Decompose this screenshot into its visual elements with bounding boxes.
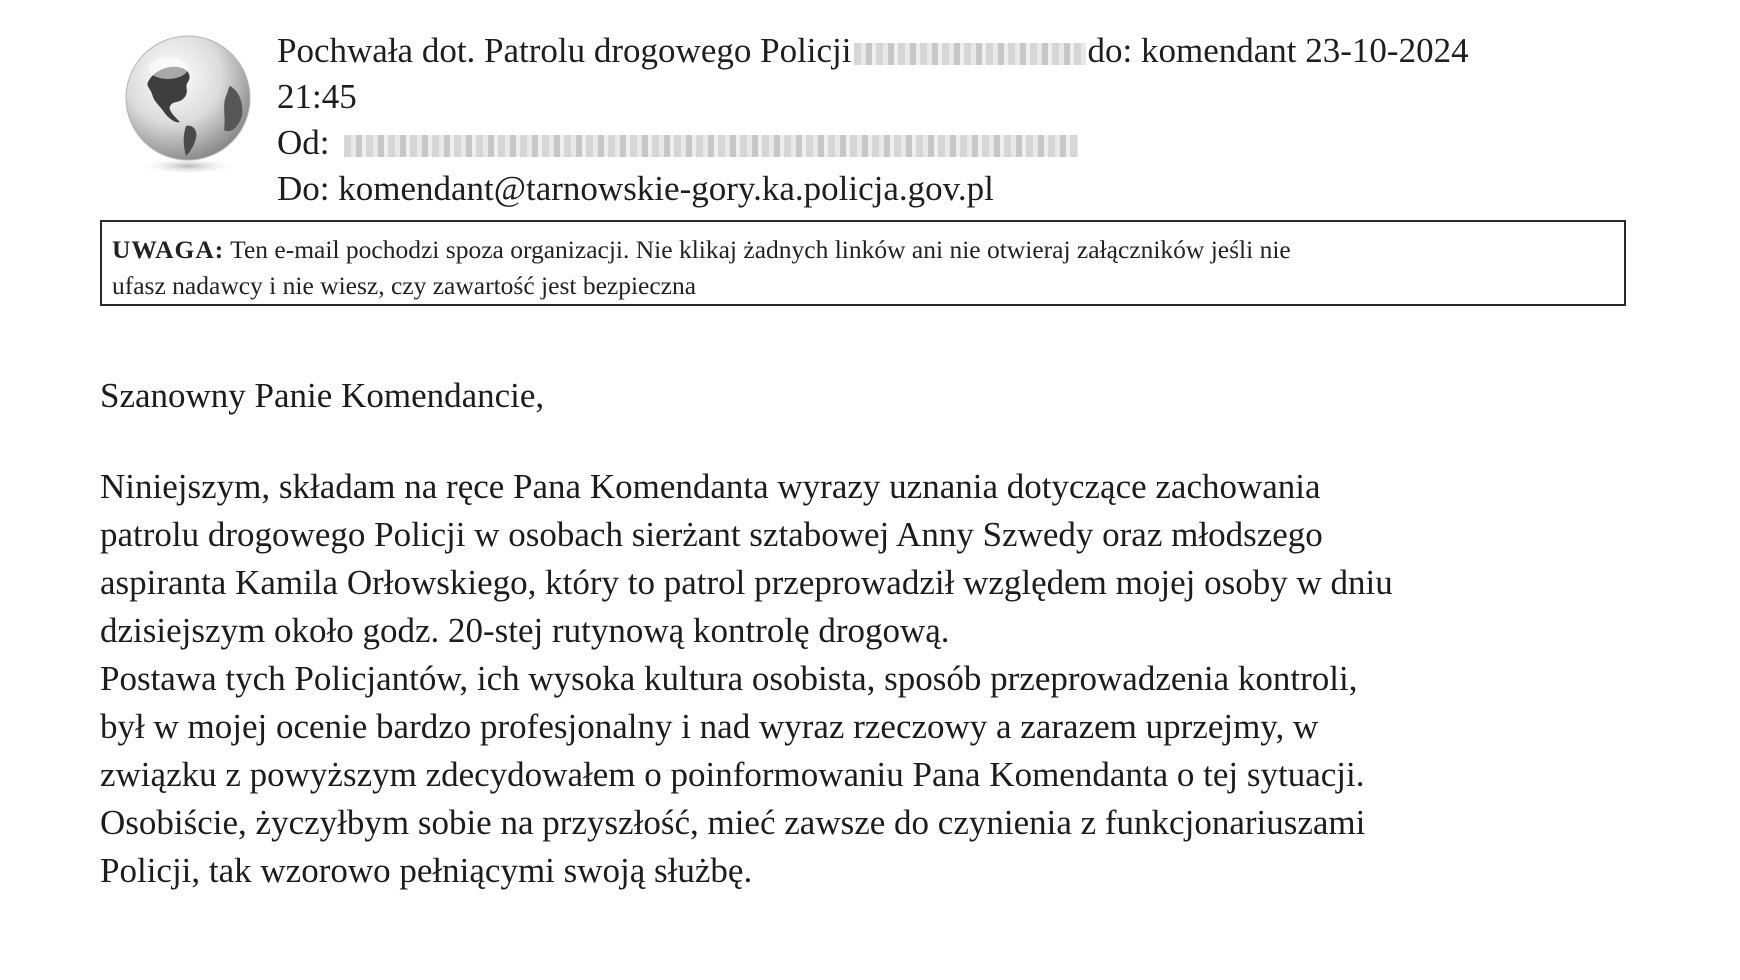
sent-time: 21:45 — [277, 77, 357, 116]
email-header — [277, 28, 1677, 212]
letter-line: związku z powyższym zdecydowałem o poinformowaniu Pana Komendanta o tej sytuacji. — [100, 755, 1365, 794]
subject-line — [277, 28, 1677, 74]
warning-text-1: Ten e-mail pochodzi spoza organizacji. Nie klikaj żadnych linków ani nie otwieraj załączników jeśli nie — [230, 235, 1291, 264]
globe-icon — [118, 30, 258, 180]
external-email-warning — [100, 220, 1626, 306]
letter-line: dzisiejszym około godz. 20-stej rutynową kontrolę drogową. — [100, 611, 950, 650]
subject-suffix: do: komendant 23-10-2024 — [1087, 31, 1469, 70]
warning-line-1 — [112, 232, 1614, 268]
letter-line: był w mojej ocenie bardzo profesjonalny i nad wyraz rzeczowy a zarazem uprzejmy, w — [100, 707, 1319, 746]
letter-line: aspiranta Kamila Orłowskiego, który to patrol przeprowadził względem mojej osoby w dniu — [100, 563, 1393, 602]
from-label: Od: — [277, 123, 330, 162]
warning-line-2: ufasz nadawcy i nie wiesz, czy zawartość jest bezpieczna — [112, 271, 697, 300]
letter-body — [100, 463, 1660, 895]
letter-line: Niniejszym, składam na ręce Pana Komendanta wyrazy uznania dotyczące zachowania — [100, 467, 1321, 506]
letter-line: Osobiście, życzyłbym sobie na przyszłość, mieć zawsze do czynienia z funkcjonariuszami — [100, 803, 1366, 842]
from-line — [277, 120, 1677, 166]
to-line: Do: komendant@tarnowskie-gory.ka.policja.gov.pl — [277, 169, 994, 208]
warning-label: UWAGA: — [112, 235, 225, 264]
letter-line: Policji, tak wzorowo pełniącymi swoją służbę. — [100, 851, 753, 890]
greeting: Szanowny Panie Komendancie, — [100, 376, 545, 415]
redacted-sender — [344, 135, 1078, 157]
subject-prefix: Pochwała dot. Patrolu drogowego Policji — [277, 31, 852, 70]
letter-line: patrolu drogowego Policji w osobach sierżant sztabowej Anny Szwedy oraz młodszego — [100, 515, 1323, 554]
redacted-subject-segment — [854, 43, 1086, 65]
letter-line: Postawa tych Policjantów, ich wysoka kultura osobista, sposób przeprowadzenia kontroli, — [100, 659, 1358, 698]
